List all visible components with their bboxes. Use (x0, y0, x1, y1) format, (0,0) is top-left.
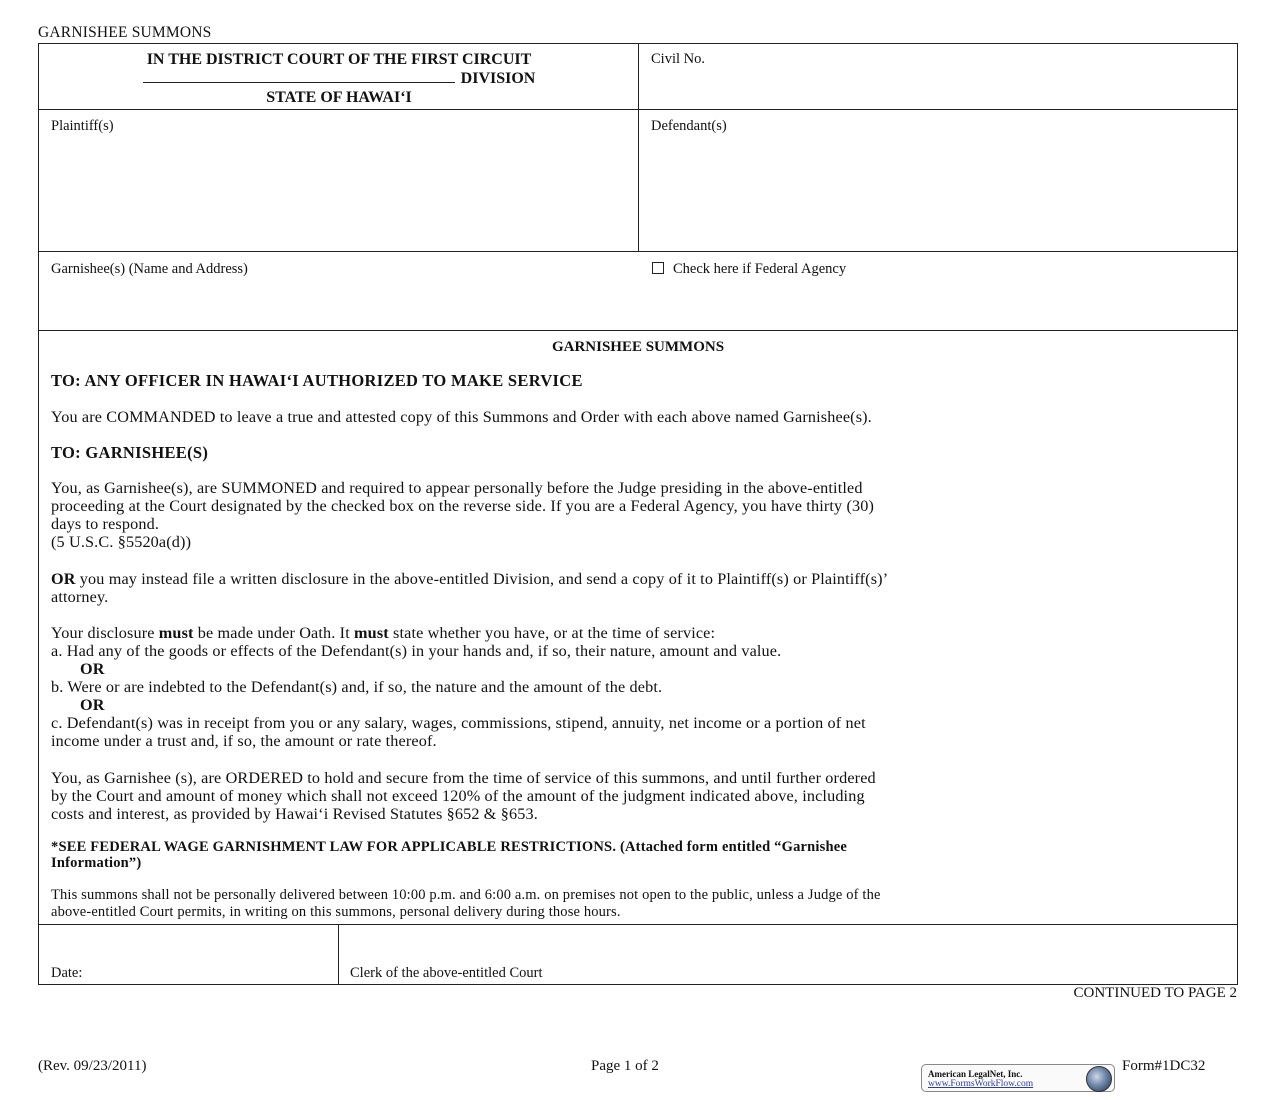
delivery-line-1: This summons shall not be personally delivered between 10:00 p.m. and 6:00 a.m. on premises not open to the public, unless a Judge of the (51, 887, 881, 903)
divider-header-column (638, 43, 639, 252)
or-prefix: OR (51, 570, 76, 588)
summoned-citation: (5 U.S.C. §5520a(d)) (51, 533, 192, 551)
or-separator-a: OR (80, 660, 105, 678)
disclosure-must-1: must (158, 624, 194, 642)
form-number: Form#1DC32 (1122, 1058, 1206, 1074)
or-paragraph (51, 570, 1231, 606)
state-name: STATE OF HAWAI‘I (266, 89, 412, 106)
defendant-field[interactable] (651, 140, 1231, 245)
federal-wage-line-1: *SEE FEDERAL WAGE GARNISHMENT LAW FOR APPLICABLE RESTRICTIONS. (Attached form entitled “Garnishee (51, 839, 848, 855)
delivery-line-2: above-entitled Court permits, in writing on this summons, personal delivery during those hours. (51, 904, 621, 920)
clerk-signature-field[interactable] (350, 930, 1230, 960)
disclosure-text-1: Your disclosure (51, 624, 159, 642)
date-label: Date: (51, 965, 83, 981)
or-line-2: attorney. (51, 588, 109, 606)
plaintiff-field[interactable] (51, 140, 631, 245)
federal-agency-option[interactable] (652, 261, 846, 278)
revision-date: (Rev. 09/23/2011) (38, 1058, 147, 1074)
disclosure-item-c-line-2: income under a trust and, if so, the amount or rate thereof. (51, 732, 437, 750)
summons-section-title: GARNISHEE SUMMONS (551, 339, 725, 355)
division-line (40, 69, 638, 88)
defendant-label: Defendant(s) (651, 118, 727, 134)
disclosure-text-3: state whether you have, or at the time of service: (388, 624, 716, 642)
summoned-line-3: days to respond. (51, 515, 160, 533)
summoned-paragraph (51, 479, 1231, 551)
ordered-line-3: costs and interest, as provided by Hawai‘i Revised Statutes §652 & §653. (51, 805, 538, 823)
delivery-restriction-notice (51, 887, 1231, 921)
division-blank-field[interactable] (143, 70, 455, 83)
plaintiff-label: Plaintiff(s) (51, 118, 114, 134)
disclosure-paragraph (51, 624, 1231, 750)
or-line-1 (51, 570, 1231, 588)
federal-wage-line-2: Information”) (51, 855, 142, 871)
court-name: IN THE DISTRICT COURT OF THE FIRST CIRCUIT (146, 51, 532, 68)
date-field[interactable] (100, 930, 330, 980)
divider-signature-column (338, 924, 339, 985)
logo-company-name: American LegalNet, Inc. (928, 1069, 1023, 1079)
garnishee-heading: TO: GARNISHEE(S) (51, 443, 209, 462)
logo-url-link[interactable]: www.FormsWorkFlow.com (928, 1079, 1034, 1089)
divider-garnishee (38, 330, 1238, 331)
disclosure-item-b: b. Were or are indebted to the Defendant(s) and, if so, the nature and the amount of the debt. (51, 678, 663, 696)
garnishee-label: Garnishee(s) (Name and Address) (51, 261, 248, 277)
divider-signature (38, 924, 1238, 925)
court-heading (40, 50, 638, 107)
ordered-line-1: You, as Garnishee (s), are ORDERED to hold and secure from the time of service of this summons, and until further ordered (51, 769, 876, 787)
clerk-signature-label: Clerk of the above-entitled Court (350, 965, 543, 981)
globe-icon (1086, 1066, 1112, 1092)
federal-agency-label: Check here if Federal Agency (673, 261, 847, 277)
federal-wage-notice (51, 839, 1231, 871)
disclosure-must-2: must (354, 624, 389, 642)
continued-notice: CONTINUED TO PAGE 2 (1073, 985, 1237, 1001)
disclosure-item-c-line-1: c. Defendant(s) was in receipt from you or any salary, wages, commissions, stipend, annuity, net income or a portion of net (51, 714, 866, 732)
ordered-line-2: by the Court and amount of money which shall not exceed 120% of the amount of the judgment indicated above, including (51, 787, 865, 805)
civil-no-field[interactable] (651, 72, 1231, 104)
summoned-line-1: You, as Garnishee(s), are SUMMONED and required to appear personally before the Judge presiding in the above-entitled (51, 479, 863, 497)
officer-heading: TO: ANY OFFICER IN HAWAI‘I AUTHORIZED TO MAKE SERVICE (51, 371, 583, 390)
civil-no-label: Civil No. (651, 51, 705, 67)
disclosure-text-2: be made under Oath. It (193, 624, 355, 642)
or-line-1-text: you may instead file a written disclosure in the above-entitled Division, and send a copy of it to Plaintiff(s) or Plaintiff(s)’ (75, 570, 889, 588)
document-title: GARNISHEE SUMMONS (38, 24, 212, 41)
federal-agency-checkbox[interactable] (652, 262, 664, 274)
division-label: DIVISION (460, 70, 536, 87)
or-separator-b: OR (80, 696, 105, 714)
garnishee-field[interactable] (51, 282, 631, 324)
disclosure-item-a: a. Had any of the goods or effects of the Defendant(s) in your hands and, if so, their nature, amount and value. (51, 642, 782, 660)
commanded-text: You are COMMANDED to leave a true and attested copy of this Summons and Order with each above named Garnishee(s). (51, 408, 872, 426)
ordered-paragraph (51, 769, 1231, 823)
summoned-line-2: proceeding at the Court designated by the checked box on the reverse side. If you are a Federal Agency, you have thirty (30) (51, 497, 875, 515)
disclosure-intro (51, 624, 1231, 642)
page-number: Page 1 of 2 (591, 1058, 659, 1074)
american-legalnet-logo[interactable] (921, 1064, 1115, 1092)
